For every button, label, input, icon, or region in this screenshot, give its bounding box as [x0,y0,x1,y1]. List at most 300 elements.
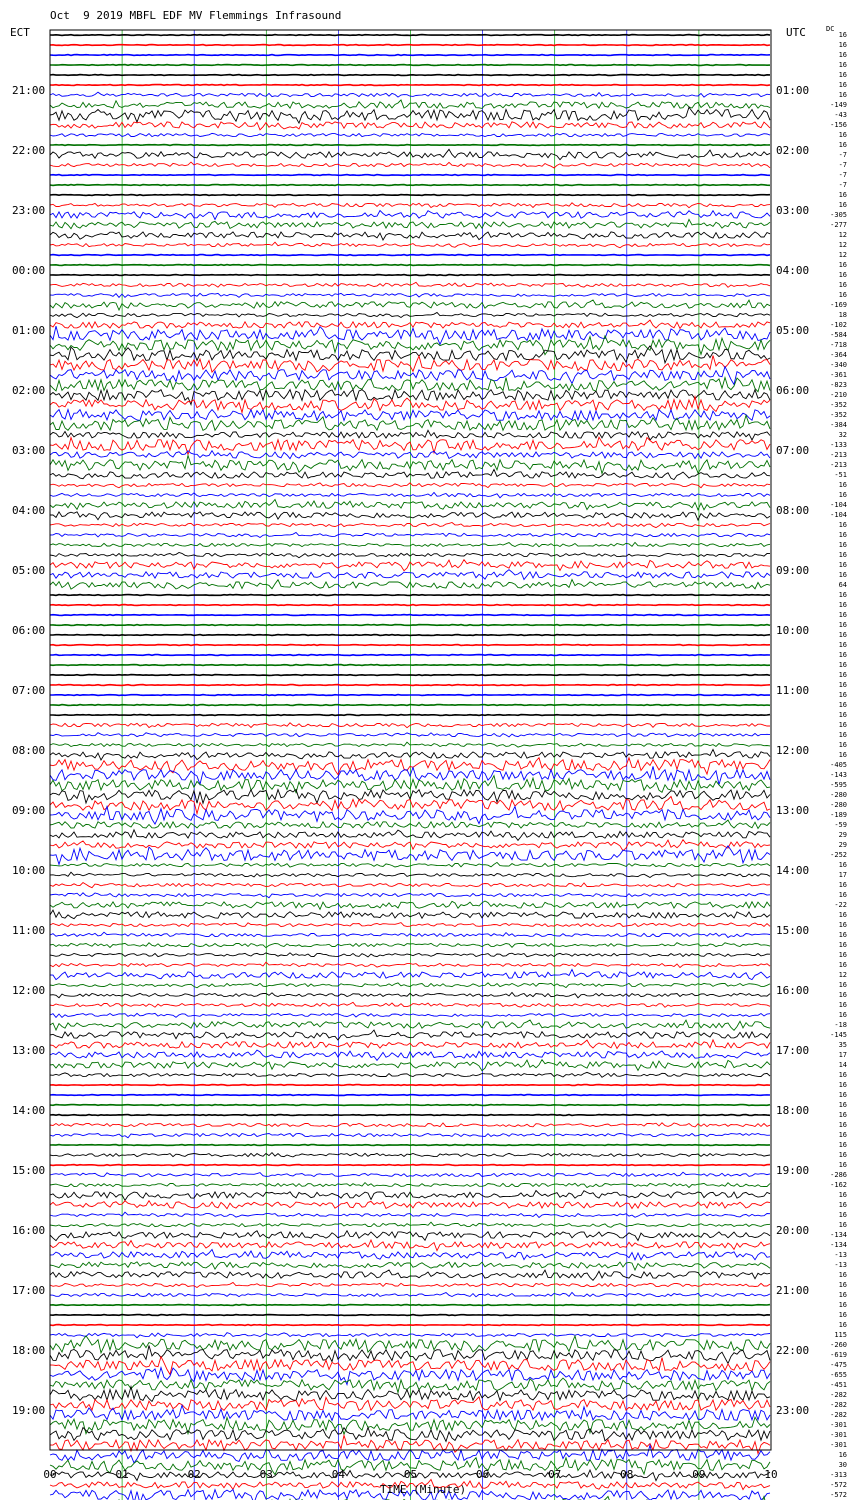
left-hour-label: 09:00 [12,804,46,817]
trace-row-32 [50,346,770,363]
dc-offset-label: 16 [838,931,847,939]
dc-offset-label: -280 [830,801,847,809]
dc-offset-label: -7 [838,151,847,159]
dc-offset-label: -619 [830,1351,847,1359]
trace-row-123 [50,1262,770,1270]
dc-offset-label: 16 [838,1101,847,1109]
right-hour-label: 07:00 [776,444,810,457]
right-hour-label: 21:00 [776,1284,810,1297]
dc-offset-label: 16 [838,201,847,209]
dc-offset-label: 16 [838,31,847,39]
trace-row-2 [50,55,770,56]
x-tick-label: 02 [187,1468,201,1481]
trace-row-107 [50,1105,770,1106]
trace-row-97 [50,1002,770,1007]
dc-offset-label: 16 [838,531,847,539]
dc-offset-label: 16 [838,611,847,619]
trace-row-67 [50,705,770,706]
dc-offset-label: 16 [838,1311,847,1319]
trace-row-36 [50,390,770,405]
dc-offset-label: -572 [830,1491,847,1499]
left-hour-label: 03:00 [12,444,46,457]
trace-row-118 [50,1212,770,1217]
dc-offset-label: 16 [838,91,847,99]
trace-row-80 [50,830,770,841]
dc-offset-label: 17 [838,871,847,879]
trace-row-100 [50,1030,770,1040]
dc-offset-label: 16 [838,81,847,89]
dc-offset-label: 16 [838,1121,847,1129]
trace-row-113 [50,1165,770,1166]
trace-row-26 [50,293,770,297]
right-hour-label: 10:00 [776,624,810,637]
dc-offset-label: 16 [838,1301,847,1309]
dc-offset-label: -475 [830,1361,847,1369]
dc-offset-label: -13 [834,1261,847,1269]
left-hour-label: 08:00 [12,744,46,757]
dc-offset-label: 12 [838,251,847,259]
dc-offset-label: 32 [838,431,847,439]
dc-offset-label: 16 [838,961,847,969]
dc-offset-label: -145 [830,1031,847,1039]
right-hour-label: 19:00 [776,1164,810,1177]
trace-row-108 [50,1115,770,1116]
right-hour-label: 02:00 [776,144,810,157]
dc-offset-label: 16 [838,281,847,289]
trace-row-78 [50,807,770,825]
dc-offset-label: -595 [830,781,847,789]
dc-offset-label: 16 [838,1141,847,1149]
left-hour-label: 18:00 [12,1344,46,1357]
trace-row-119 [50,1222,770,1227]
trace-row-91 [50,943,770,948]
x-tick-label: 08 [620,1468,634,1481]
dc-offset-label: 16 [838,1161,847,1169]
dc-offset-label: 16 [838,621,847,629]
trace-row-95 [50,983,770,988]
dc-offset-label: -134 [830,1231,847,1239]
dc-offset-label: -352 [830,401,847,409]
right-hour-label: 12:00 [776,744,810,757]
trace-row-131 [50,1336,770,1353]
trace-row-102 [50,1050,770,1060]
trace-row-104 [50,1072,770,1077]
trace-row-62 [50,655,770,656]
left-hour-label: 22:00 [12,144,46,157]
trace-row-13 [50,162,770,168]
dc-offset-label: 115 [834,1331,847,1339]
dc-offset-label: 16 [838,681,847,689]
trace-row-1 [50,45,770,46]
dc-offset-label: -282 [830,1391,847,1399]
dc-offset-label: -156 [830,121,847,129]
dc-offset-label: -18 [834,1021,847,1029]
trace-row-135 [50,1378,770,1392]
trace-row-12 [50,149,770,159]
trace-row-19 [50,219,770,228]
dc-offset-label: -384 [830,421,847,429]
dc-offset-label: 14 [838,1061,847,1069]
trace-row-28 [50,313,770,318]
dc-offset-label: -405 [830,761,847,769]
trace-row-115 [50,1183,770,1188]
dc-offset-label: -301 [830,1421,847,1429]
x-tick-label: 03 [259,1468,273,1481]
trace-row-16 [50,195,770,196]
trace-row-84 [50,872,770,877]
dc-offset-label: -134 [830,1241,847,1249]
trace-row-72 [50,749,770,760]
trace-row-66 [50,695,770,696]
trace-row-121 [50,1240,770,1251]
dc-offset-label: -301 [830,1441,847,1449]
dc-offset-label: 18 [838,311,847,319]
trace-row-64 [50,675,770,676]
right-hour-label: 20:00 [776,1224,810,1237]
trace-row-127 [50,1305,770,1306]
trace-row-114 [50,1172,770,1176]
dc-offset-label: -572 [830,1481,847,1489]
right-timezone-label: UTC [786,26,806,39]
x-tick-label: 09 [692,1468,706,1481]
dc-offset-label: -277 [830,221,847,229]
left-timezone-label: ECT [10,26,30,39]
trace-row-27 [50,300,770,310]
right-hour-label: 08:00 [776,504,810,517]
dc-offset-label: 16 [838,951,847,959]
trace-row-63 [50,665,770,666]
dc-offset-label: 16 [838,1291,847,1299]
trace-row-68 [50,715,770,716]
dc-offset-label: -7 [838,171,847,179]
dc-offset-label: -7 [838,181,847,189]
dc-offset-label: 16 [838,711,847,719]
dc-offset-label: -213 [830,461,847,469]
dc-offset-label: 16 [838,991,847,999]
trace-row-9 [50,122,770,130]
trace-row-82 [50,846,770,865]
trace-row-6 [50,92,770,97]
trace-row-15 [50,185,770,186]
trace-row-96 [50,993,770,998]
dc-offset-label: 16 [838,1151,847,1159]
trace-row-57 [50,605,770,606]
trace-row-5 [50,85,770,86]
trace-row-124 [50,1270,770,1280]
trace-row-94 [50,969,770,979]
right-hour-label: 18:00 [776,1104,810,1117]
right-hour-label: 06:00 [776,384,810,397]
trace-row-44 [50,469,770,479]
trace-row-125 [50,1283,770,1288]
trace-row-50 [50,533,770,538]
trace-row-103 [50,1060,770,1071]
dc-offset-label: -102 [830,321,847,329]
left-hour-label: 00:00 [12,264,46,277]
dc-offset-label: -823 [830,381,847,389]
trace-row-60 [50,635,770,636]
left-hour-label: 06:00 [12,624,46,637]
x-tick-labels [43,1468,777,1481]
dc-offset-label: 16 [838,481,847,489]
trace-row-43 [50,455,770,473]
left-hour-label: 14:00 [12,1104,46,1117]
left-hour-labels [12,84,45,1417]
trace-row-137 [50,1397,770,1411]
trace-row-81 [50,840,770,851]
trace-row-17 [50,203,770,208]
trace-row-106 [50,1095,770,1096]
dc-offset-label: 16 [838,1211,847,1219]
dc-offset-label: 16 [838,1131,847,1139]
trace-row-7 [50,100,770,108]
dc-offset-label: 64 [838,581,847,589]
dc-offset-label: 16 [838,1451,847,1459]
dc-offset-label: -718 [830,341,847,349]
trace-row-133 [50,1357,770,1375]
trace-row-3 [50,65,770,66]
left-hour-label: 07:00 [12,684,46,697]
dc-offset-label: 17 [838,1051,847,1059]
trace-row-33 [50,356,770,373]
trace-row-21 [50,242,770,248]
right-hour-label: 05:00 [776,324,810,337]
trace-lines [50,35,770,1500]
dc-offset-label: 16 [838,911,847,919]
dc-offset-label: 16 [838,1221,847,1229]
trace-row-25 [50,282,770,287]
dc-offset-label: 16 [838,941,847,949]
dc-offset-label: 16 [838,521,847,529]
dc-offset-label: 16 [838,491,847,499]
dc-offset-label: 16 [838,141,847,149]
dc-offset-label: 16 [838,641,847,649]
left-hour-label: 15:00 [12,1164,46,1177]
dc-offset-label: -282 [830,1401,847,1409]
left-hour-label: 12:00 [12,984,46,997]
dc-offset-label: 12 [838,231,847,239]
dc-offset-label: 16 [838,271,847,279]
dc-offset-label: 16 [838,691,847,699]
trace-row-24 [50,275,770,276]
dc-offset-label: 30 [838,1461,847,1469]
dc-offset-label: 16 [838,1071,847,1079]
trace-row-41 [50,437,770,454]
dc-offset-label: 16 [838,1011,847,1019]
left-hour-label: 10:00 [12,864,46,877]
trace-row-109 [50,1123,770,1127]
trace-row-71 [50,742,770,747]
dc-offset-label: -162 [830,1181,847,1189]
dc-offset-label: 16 [838,881,847,889]
dc-offset-label: -361 [830,371,847,379]
trace-row-92 [50,953,770,957]
trace-row-48 [50,512,770,520]
x-tick-label: 05 [403,1468,418,1481]
x-tick-label: 10 [764,1468,778,1481]
dc-offset-label: 16 [838,671,847,679]
dc-offset-label: -301 [830,1431,847,1439]
trace-row-46 [50,493,770,498]
dc-offset-label: -43 [834,111,847,119]
left-hour-label: 04:00 [12,504,46,517]
dc-offset-label: -149 [830,101,847,109]
dc-offset-label: -584 [830,331,847,339]
trace-row-117 [50,1201,770,1209]
right-hour-label: 14:00 [776,864,810,877]
dc-offset-label: 16 [838,591,847,599]
dc-offset-label: -213 [830,451,847,459]
dc-offset-label: 16 [838,1191,847,1199]
trace-row-52 [50,553,770,558]
dc-offset-label: -451 [830,1381,847,1389]
trace-row-29 [50,320,770,328]
left-hour-label: 01:00 [12,324,46,337]
trace-row-42 [50,451,770,459]
dc-offset-label: 16 [838,731,847,739]
left-hour-label: 21:00 [12,84,46,97]
trace-row-14 [50,175,770,176]
left-hour-label: 05:00 [12,564,46,577]
right-hour-label: 17:00 [776,1044,810,1057]
dc-offset-label: 16 [838,1001,847,1009]
right-hour-label: 23:00 [776,1404,810,1417]
trace-row-126 [50,1292,770,1296]
dc-offset-label: -133 [830,441,847,449]
dc-offset-label: -210 [830,391,847,399]
right-hour-label: 04:00 [776,264,810,277]
trace-row-49 [50,523,770,528]
trace-row-111 [50,1145,770,1146]
trace-row-93 [50,962,770,967]
trace-row-58 [50,615,770,616]
trace-row-112 [50,1153,770,1157]
dc-offset-label: -252 [830,851,847,859]
dc-offset-label: 16 [838,1201,847,1209]
trace-row-85 [50,883,770,888]
trace-row-55 [50,580,770,590]
x-tick-label: 00 [43,1468,57,1481]
right-hour-label: 01:00 [776,84,810,97]
dc-offset-label: 16 [838,631,847,639]
trace-row-89 [50,923,770,927]
dc-offset-label: -364 [830,351,847,359]
dc-offset-label: -189 [830,811,847,819]
dc-offset-label: -22 [834,901,847,909]
trace-row-101 [50,1040,770,1049]
trace-row-8 [50,107,770,123]
dc-offset-label: 16 [838,1321,847,1329]
trace-row-105 [50,1085,770,1086]
trace-row-134 [50,1368,770,1385]
dc-offset-label: -305 [830,211,847,219]
dc-offset-label: 16 [838,651,847,659]
trace-row-61 [50,645,770,646]
dc-offset-label: 16 [838,751,847,759]
trace-row-23 [50,265,770,266]
dc-offset-label: 16 [838,921,847,929]
dc-offset-label: 16 [838,721,847,729]
dc-offset-label: -104 [830,511,847,519]
dc-offset-label: 16 [838,891,847,899]
trace-row-59 [50,625,770,626]
trace-row-90 [50,932,770,937]
trace-row-56 [50,595,770,596]
right-hour-label: 11:00 [776,684,810,697]
dc-offset-label: 29 [838,831,847,839]
dc-offset-label: 16 [838,541,847,549]
right-hour-label: 13:00 [776,804,810,817]
dc-offset-header: DC [826,25,835,33]
trace-row-18 [50,211,770,220]
trace-row-136 [50,1387,770,1402]
dc-offset-label: -13 [834,1251,847,1259]
trace-row-74 [50,766,770,784]
dc-offset-label: 16 [838,661,847,669]
dc-offset-label: 16 [838,571,847,579]
trace-row-141 [50,1435,770,1453]
x-tick-label: 07 [548,1468,562,1481]
trace-row-37 [50,397,770,413]
dc-offset-label: -655 [830,1371,847,1379]
dc-offset-label: -51 [834,471,847,479]
trace-row-110 [50,1133,770,1137]
trace-row-79 [50,820,770,828]
dc-offset-label: 16 [838,561,847,569]
x-axis-title: TIME (Minute) [380,1483,467,1496]
right-hour-label: 03:00 [776,204,810,217]
trace-row-130 [50,1333,770,1338]
dc-offset-label: -7 [838,161,847,169]
dc-offset-label: 16 [838,741,847,749]
chart-title: Oct 9 2019 MBFL EDF MV Flemmings Infrasound [50,9,342,22]
trace-row-83 [50,862,770,867]
left-hour-label: 16:00 [12,1224,46,1237]
dc-offset-label: -104 [830,501,847,509]
dc-offset-label: 16 [838,1281,847,1289]
dc-offset-label: -340 [830,361,847,369]
trace-row-139 [50,1417,770,1434]
x-tick-label: 01 [115,1468,129,1481]
dc-offset-label: -352 [830,411,847,419]
dc-offset-labels [830,31,847,1500]
trace-row-22 [50,255,770,256]
trace-row-99 [50,1020,770,1030]
trace-row-0 [50,35,770,36]
trace-row-73 [50,758,770,775]
dc-offset-label: -143 [830,771,847,779]
trace-row-70 [50,733,770,737]
dc-offset-label: 16 [838,1111,847,1119]
left-hour-label: 23:00 [12,204,46,217]
right-hour-label: 15:00 [776,924,810,937]
trace-row-87 [50,901,770,909]
dc-offset-label: 16 [838,1271,847,1279]
left-hour-label: 19:00 [12,1404,46,1417]
right-hour-label: 22:00 [776,1344,810,1357]
trace-row-11 [50,145,770,146]
left-hour-label: 11:00 [12,924,46,937]
dc-offset-label: 16 [838,861,847,869]
left-hour-label: 13:00 [12,1044,46,1057]
trace-row-122 [50,1250,770,1260]
trace-row-4 [50,75,770,76]
trace-row-53 [50,560,770,571]
dc-offset-label: -286 [830,1171,847,1179]
trace-row-47 [50,500,770,510]
dc-offset-label: 16 [838,701,847,709]
trace-row-128 [50,1315,770,1316]
